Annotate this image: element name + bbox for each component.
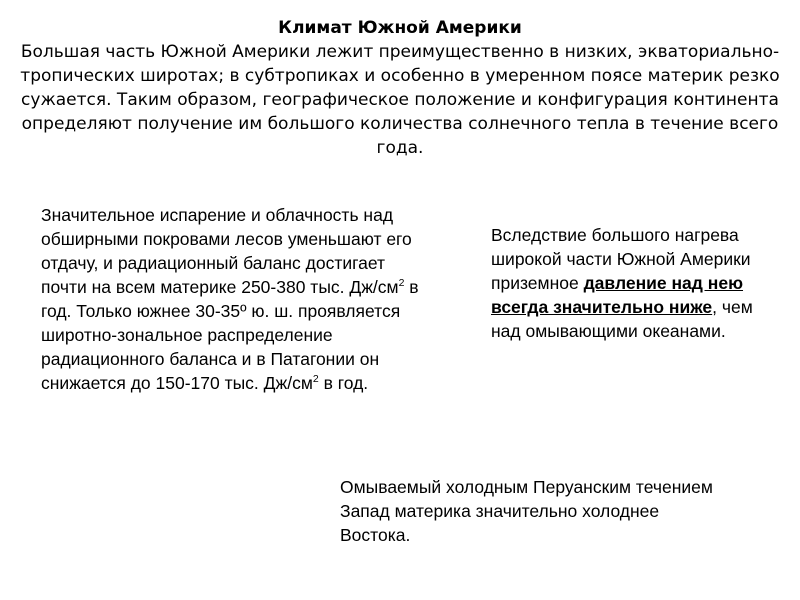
pressure-paragraph — [491, 223, 771, 343]
slide-title: Климат Южной Америки — [278, 18, 522, 38]
pressure-text-part-1: Вследствие большого нагрева широкой части Южной Америки приземное — [491, 225, 751, 293]
peruvian-current-paragraph: Омываемый холодным Перуанским течением Запад материка значительно холоднее Востока. — [340, 477, 713, 545]
superscript-2: 2 — [312, 373, 319, 386]
pressure-emphasis: давление над нею всегда значительно ниже — [491, 273, 744, 317]
slide-header — [20, 16, 780, 160]
pressure-text-part-2: , чем над омывающими океанами. — [491, 297, 753, 341]
radiation-text-part-2: в год. Только южнее 30-35º ю. ш. проявляется широтно-зональное распределение радиационного баланса и в Патагонии он снижается до 150-170 тыс. Дж/см — [41, 277, 419, 393]
intro-paragraph: Большая часть Южной Америки лежит преимущественно в низких, экваториально-тропических широтах; в субтропиках и особенно в умеренном поясе материк резко сужается. Таким образом, географическое положение и конфигурация континента определяют получение им большого количества солнечного тепла в течение всего года. — [20, 42, 780, 158]
superscript-2: 2 — [398, 277, 405, 290]
radiation-balance-paragraph — [41, 203, 421, 395]
radiation-text-part-3: в год. — [318, 373, 369, 393]
radiation-text-part-1: Значительное испарение и облачность над обширными покровами лесов уменьшают его отдачу, и радиационный баланс достигает почти на всем материке 250-380 тыс. Дж/см — [41, 205, 412, 297]
